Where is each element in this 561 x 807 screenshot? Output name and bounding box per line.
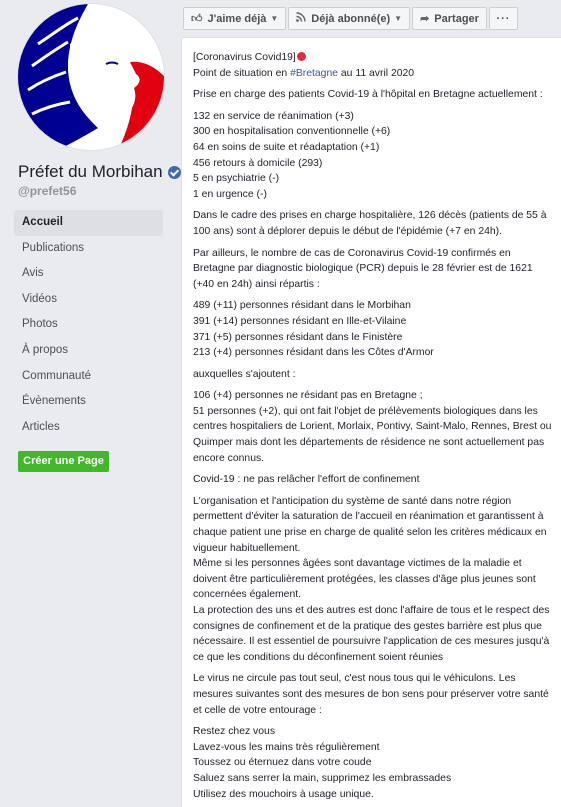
- post-title: [Coronavirus Covid19]: [193, 52, 296, 63]
- paragraph-relacher: Covid-19 : ne pas relâcher l'effort de confinement: [193, 474, 420, 486]
- list-item: Saluez sans serrer la main, supprimez les embrassades: [193, 772, 452, 784]
- paragraph-virus: Le virus ne circule pas tout seul, c'est nous tous qui le véhiculons. Les mesures suivantes sont des mesures de bon sens pour préserver votre santé et celle de votre entourage :: [193, 673, 549, 716]
- point-suffix: au 11 avril 2020: [338, 67, 415, 79]
- thumbs-up-icon: 👍︎: [191, 13, 203, 25]
- follow-label: Déjà abonné(e): [311, 12, 391, 25]
- list-item: Restez chez vous: [193, 726, 276, 738]
- list-item: 1 en urgence (-): [193, 188, 267, 200]
- hors-line-1: 106 (+4) personnes ne résidant pas en Bretagne ;: [193, 390, 423, 402]
- chevron-down-icon: ▼: [270, 14, 279, 23]
- verified-badge-icon: [168, 166, 181, 179]
- post-body: [193, 50, 553, 807]
- hors-line-2: 51 personnes (+2), qui ont fait l'objet de prélèvements biologiques dans les centres hospitaliers de Lorient, Morlaix, Pontivy, Saint-Malo, Rennes, Brest ou Quimper mais dont les départements de résidence ne sont actuellement pas encore connus.: [193, 405, 552, 464]
- more-options-button[interactable]: ···: [489, 7, 518, 30]
- paragraph-hors-bretagne: [193, 388, 553, 466]
- point-prefix: Point de situation en: [193, 67, 291, 79]
- sidebar-item-link[interactable]: Publications: [22, 241, 85, 254]
- share-label: Partager: [434, 12, 479, 25]
- share-button[interactable]: [412, 7, 487, 30]
- page-action-bar: [183, 7, 518, 30]
- list-item: 300 en hospitalisation conventionnelle (+6): [193, 126, 391, 138]
- like-page-button[interactable]: [183, 7, 286, 30]
- list-item: 489 (+11) personnes résidant dans le Morbihan: [193, 300, 411, 312]
- follow-page-button[interactable]: [288, 7, 410, 30]
- page-nav: [14, 210, 163, 440]
- list-item: Utilisez des mouchoirs à usage unique.: [193, 788, 374, 800]
- post-card: [181, 37, 561, 807]
- list-item: 5 en psychiatrie (-): [193, 173, 280, 185]
- sidebar-item-link[interactable]: Photos: [22, 318, 58, 331]
- measures-list: [193, 724, 553, 802]
- sidebar-item-link[interactable]: Communauté: [22, 369, 92, 382]
- list-item: Toussez ou éternuez dans votre coude: [193, 757, 372, 769]
- paragraph-cas: Par ailleurs, le nombre de cas de Coronavirus Covid-19 confirmés en Bretagne par diagnostic biologique (PCR) depuis le 28 février est de 1621 (+40 en 24h) ainsi répartis :: [193, 247, 533, 290]
- chevron-down-icon: ▼: [394, 14, 403, 23]
- sidebar-item-link[interactable]: Vidéos: [22, 292, 57, 305]
- page-title[interactable]: [18, 162, 181, 182]
- paragraph-ajoutent: auxquelles s'ajoutent :: [193, 368, 296, 380]
- rss-icon: [296, 12, 306, 25]
- list-item: 213 (+4) personnes résidant dans les Côtes d'Armor: [193, 347, 434, 359]
- marianne-logo-icon: [18, 4, 164, 150]
- sidebar-item-link[interactable]: Évènements: [22, 395, 86, 408]
- create-page-button[interactable]: Créer une Page: [18, 451, 109, 472]
- share-arrow-icon: ➦: [420, 13, 430, 25]
- profile-picture[interactable]: [18, 4, 164, 150]
- orga-line-1: L'organisation et l'anticipation du système de santé dans notre région permettent d'éviter la saturation de l'accueil en réanimation et garantissent à chaque patient une prise en charge de qualité selon les critères médicaux en vigueur habituellement.: [193, 495, 547, 554]
- paragraph-deces: Dans le cadre des prises en charge hospitalière, 126 décès (patients de 55 à 100 ans) sont à déplorer depuis le début de l'épidémie (+7 en 24h).: [193, 210, 547, 237]
- list-item: 371 (+5) personnes résidant dans le Finistère: [193, 331, 403, 343]
- hashtag-link[interactable]: #Bretagne: [290, 67, 339, 79]
- list-item: 391 (+14) personnes résidant en Ille-et-Vilaine: [193, 315, 407, 327]
- list-item: 64 en soins de suite et réadaptation (+1): [193, 141, 380, 153]
- sidebar-item-link[interactable]: Articles: [22, 420, 60, 433]
- orga-line-3: La protection des uns et des autres est donc l'affaire de tous et le respect des consignes de confinement et de la pratique des gestes barrière est plus que nécessaire. Il est essentiel de poursuivre l'application de ces mesures jusqu'à ce que les conditions du déconfinement soient réunies: [193, 605, 550, 663]
- paragraph-prise: Prise en charge des patients Covid-19 à l'hôpital en Bretagne actuellement :: [193, 89, 543, 101]
- post-header: [193, 50, 553, 81]
- department-list: [193, 298, 553, 360]
- like-label: J'aime déjà: [207, 12, 267, 25]
- orga-line-2: Même si les personnes âgées sont davantage victimes de la maladie et doivent être particulièrement protégées, les classes d'âge plus jeunes sont concernées également.: [193, 558, 536, 601]
- sidebar-item-link[interactable]: Avis: [22, 267, 44, 280]
- sidebar-item-link[interactable]: À propos: [22, 343, 69, 356]
- hospital-list: [193, 109, 553, 203]
- list-item: 456 retours à domicile (293): [193, 157, 323, 169]
- page-handle[interactable]: @prefet56: [18, 184, 77, 198]
- list-item: 132 en service de réanimation (+3): [193, 110, 354, 122]
- paragraph-organisation: [193, 494, 553, 666]
- page-name-text[interactable]: Préfet du Morbihan: [18, 162, 163, 181]
- list-item: Lavez-vous les mains très régulièrement: [193, 741, 380, 753]
- red-circle-emoji-icon: [297, 52, 306, 61]
- page-sidebar: [0, 0, 172, 807]
- sidebar-item-accueil[interactable]: Accueil: [14, 210, 163, 236]
